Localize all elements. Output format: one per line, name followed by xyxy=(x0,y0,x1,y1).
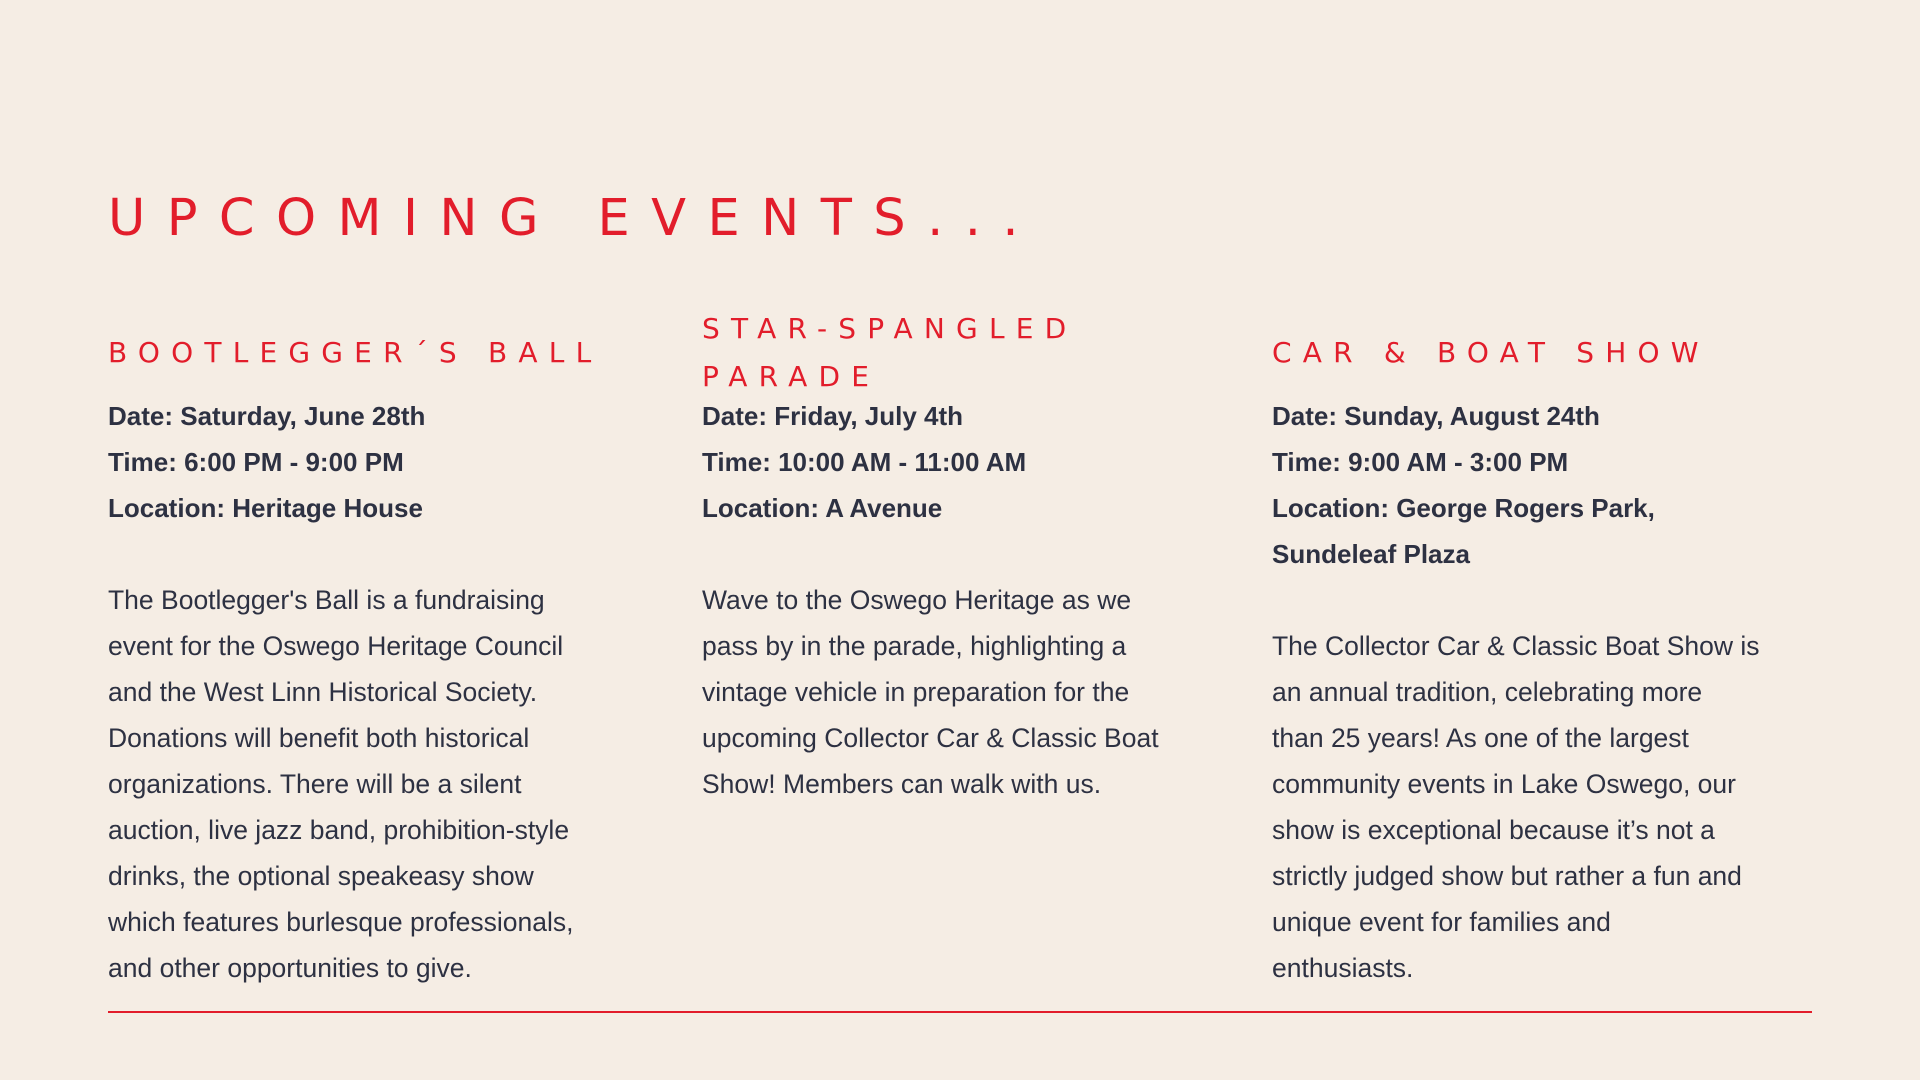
event-description xyxy=(108,577,648,991)
description-line: Wave to the Oswego Heritage as we xyxy=(702,585,1132,615)
description-line: pass by in the parade, highlighting a xyxy=(702,631,1127,661)
description-line: and other opportunities to give. xyxy=(108,953,472,983)
description-line: which features burlesque professionals, xyxy=(108,907,574,937)
event-time: Time: 9:00 AM - 3:00 PM xyxy=(1272,447,1569,477)
event-date: Date: Friday, July 4th xyxy=(702,401,964,431)
spacer xyxy=(108,531,648,577)
description-line: unique event for families and xyxy=(1272,907,1611,937)
event-location: Location: Heritage House xyxy=(108,493,423,523)
description-line: vintage vehicle in preparation for the xyxy=(702,677,1130,707)
spacer xyxy=(702,531,1222,577)
description-line: than 25 years! As one of the largest xyxy=(1272,723,1689,753)
event-title xyxy=(702,305,1077,401)
description-line: event for the Oswego Heritage Council xyxy=(108,631,564,661)
event-location-continued: Sundeleaf Plaza xyxy=(1272,539,1470,569)
description-line: upcoming Collector Car & Classic Boat xyxy=(702,723,1159,753)
page-title: UPCOMING EVENTS... xyxy=(108,189,1040,248)
event-title-line: BOOTLEGGER´S BALL xyxy=(108,336,603,369)
description-line: enthusiasts. xyxy=(1272,953,1414,983)
description-line: show is exceptional because it’s not a xyxy=(1272,815,1715,845)
description-line: community events in Lake Oswego, our xyxy=(1272,769,1736,799)
description-line: an annual tradition, celebrating more xyxy=(1272,677,1703,707)
event-title xyxy=(108,329,602,377)
event-title xyxy=(1272,329,1710,377)
description-line: auction, live jazz band, prohibition-style xyxy=(108,815,570,845)
event-details xyxy=(108,393,648,991)
event-title-line: CAR & BOAT SHOW xyxy=(1272,336,1710,369)
description-line: strictly judged show but rather a fun and xyxy=(1272,861,1742,891)
spacer xyxy=(1272,577,1822,623)
description-line: The Bootlegger's Ball is a fundraising xyxy=(108,585,545,615)
event-title-line: STAR-SPANGLED xyxy=(702,312,1078,345)
event-time: Time: 10:00 AM - 11:00 AM xyxy=(702,447,1027,477)
divider-line xyxy=(108,1011,1812,1013)
event-details xyxy=(1272,393,1822,991)
description-line: organizations. There will be a silent xyxy=(108,769,522,799)
description-line: Donations will benefit both historical xyxy=(108,723,530,753)
event-time: Time: 6:00 PM - 9:00 PM xyxy=(108,447,404,477)
event-description xyxy=(702,577,1222,807)
event-location: Location: A Avenue xyxy=(702,493,943,523)
event-location: Location: George Rogers Park, xyxy=(1272,493,1655,523)
description-line: drinks, the optional speakeasy show xyxy=(108,861,534,891)
event-date: Date: Saturday, June 28th xyxy=(108,401,426,431)
description-line: Show! Members can walk with us. xyxy=(702,769,1102,799)
description-line: and the West Linn Historical Society. xyxy=(108,677,538,707)
event-title-line: PARADE xyxy=(702,360,881,393)
event-details xyxy=(702,393,1222,807)
description-line: The Collector Car & Classic Boat Show is xyxy=(1272,631,1760,661)
event-date: Date: Sunday, August 24th xyxy=(1272,401,1600,431)
event-description xyxy=(1272,623,1822,991)
